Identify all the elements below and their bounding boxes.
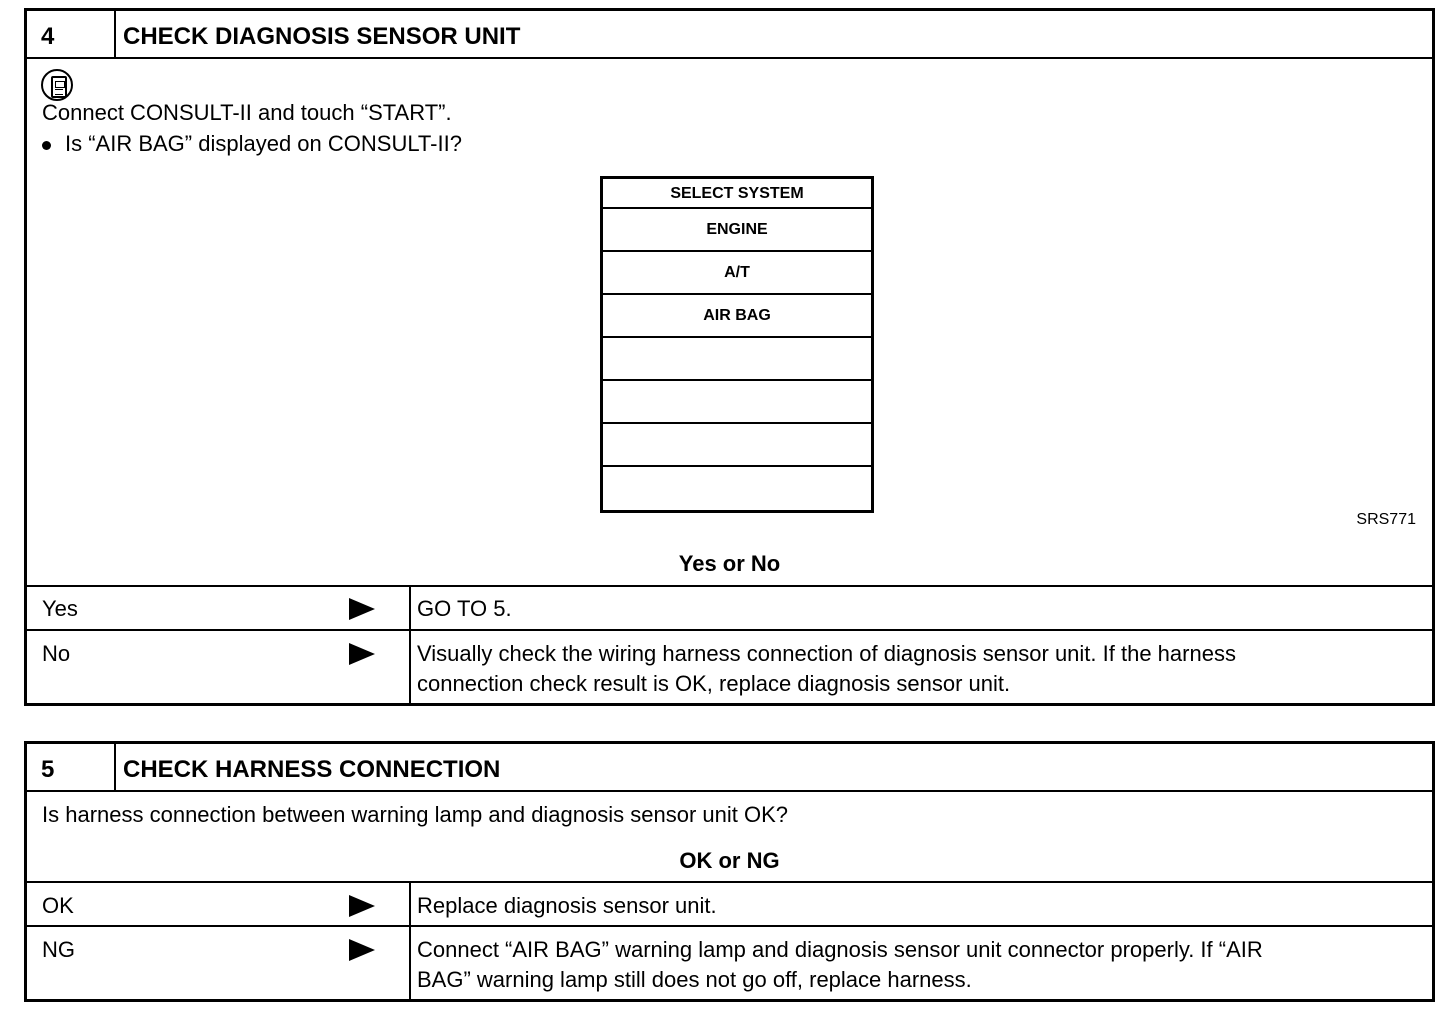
result-action-no-line2: connection check result is OK, replace diagnosis sensor unit. — [417, 671, 1011, 696]
arrow-icon — [349, 643, 375, 665]
arrow-icon — [349, 939, 375, 961]
result-label-no: No — [42, 641, 71, 666]
step-title: CHECK HARNESS CONNECTION — [123, 756, 501, 783]
results-divider — [27, 585, 1432, 587]
result-row-divider — [27, 925, 1432, 927]
result-question: Yes or No — [678, 551, 781, 576]
arrow-icon — [349, 598, 375, 620]
screen-item-empty — [603, 379, 871, 424]
result-action-no-line1: Visually check the wiring harness connection of diagnosis sensor unit. If the harness — [417, 641, 1236, 666]
screen-item-air-bag — [603, 293, 871, 338]
results-column-divider — [409, 881, 411, 1002]
screen-header: SELECT SYSTEM — [670, 185, 804, 202]
consult-ii-icon — [41, 69, 73, 101]
result-label-yes: Yes — [42, 596, 78, 621]
step-4-box — [24, 8, 1435, 706]
result-action-ok: Replace diagnosis sensor unit. — [417, 893, 717, 918]
bullet-dot — [42, 141, 51, 150]
results-column-divider — [409, 585, 411, 706]
result-action-ng-line2: BAG” warning lamp still does not go off, replace harness. — [417, 967, 972, 992]
screen-item-at — [603, 250, 871, 295]
step-5-box — [24, 741, 1435, 1002]
step-number: 4 — [41, 23, 55, 50]
header-divider — [27, 790, 1432, 792]
screen-item-empty — [603, 422, 871, 467]
result-label-ok: OK — [42, 893, 74, 918]
step-number-divider — [114, 11, 116, 57]
result-label-ng: NG — [42, 937, 75, 962]
screen-item-engine — [603, 207, 871, 252]
result-action-yes: GO TO 5. — [417, 596, 512, 621]
header-divider — [27, 57, 1432, 59]
result-action-ng-line1: Connect “AIR BAG” warning lamp and diagnosis sensor unit connector properly. If “AIR — [417, 937, 1263, 962]
screen-item-empty — [603, 336, 871, 381]
step-number: 5 — [41, 756, 55, 783]
step-number-divider — [114, 744, 116, 790]
screen-item-empty — [603, 465, 871, 510]
screen-item-label: A/T — [724, 264, 750, 281]
step-title: CHECK DIAGNOSIS SENSOR UNIT — [123, 23, 521, 50]
screen-item-label: ENGINE — [706, 221, 768, 238]
result-question: OK or NG — [679, 848, 780, 873]
result-row-divider — [27, 629, 1432, 631]
bullet-question — [42, 131, 462, 157]
arrow-icon — [349, 895, 375, 917]
screen-item-label: AIR BAG — [703, 307, 771, 324]
bullet-text: Is “AIR BAG” displayed on CONSULT-II? — [65, 131, 462, 156]
figure-code: SRS771 — [1356, 511, 1416, 528]
question-text: Is harness connection between warning lamp and diagnosis sensor unit OK? — [42, 802, 789, 827]
results-divider — [27, 881, 1432, 883]
instruction-text: Connect CONSULT-II and touch “START”. — [42, 100, 452, 125]
select-system-screen — [600, 176, 874, 513]
